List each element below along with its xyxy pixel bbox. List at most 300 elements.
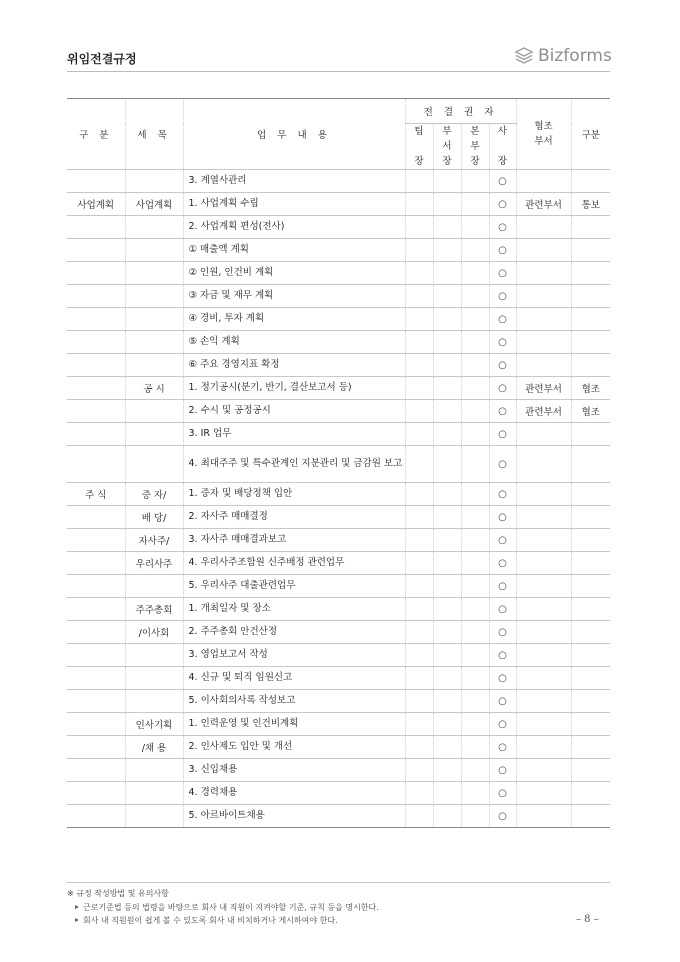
table-row — [67, 216, 610, 239]
cell-semok — [125, 216, 183, 239]
cell-team — [405, 170, 433, 193]
cell-dept — [433, 552, 461, 575]
cell-division — [461, 216, 489, 239]
cell-dept — [433, 598, 461, 621]
cell-semok: 사업계획 — [125, 193, 183, 216]
cell-dept — [433, 446, 461, 483]
document-title: 위임전결규정 — [67, 52, 137, 66]
delegation-table — [67, 98, 610, 828]
cell-ceo: ○ — [489, 262, 516, 285]
cell-dept — [433, 782, 461, 805]
table-row — [67, 483, 610, 506]
cell-team — [405, 216, 433, 239]
header-authority: 전 결 권 자 — [405, 99, 516, 124]
cell-ceo: ○ — [489, 193, 516, 216]
cell-cooperation — [516, 170, 571, 193]
cell-dept — [433, 423, 461, 446]
cell-ceo: ○ — [489, 759, 516, 782]
cell-division — [461, 239, 489, 262]
cell-cooperation — [516, 483, 571, 506]
cell-gubun — [67, 506, 125, 529]
cell-cooperation — [516, 354, 571, 377]
table-row — [67, 736, 610, 759]
cell-gubun2: 협조 — [571, 400, 610, 423]
cell-semok: 자사주/ — [125, 529, 183, 552]
cell-cooperation — [516, 239, 571, 262]
header-ceo: 사 장 — [489, 124, 516, 170]
cell-cooperation: 관련부서 — [516, 193, 571, 216]
note-item: 근로기준법 등의 법령을 바탕으로 회사 내 직원이 지켜야할 기준, 규칙 등을 명시한다. — [67, 902, 610, 913]
cell-team — [405, 377, 433, 400]
cell-gubun2 — [571, 354, 610, 377]
table-row — [67, 285, 610, 308]
cell-content: 4. 최대주주 및 특수관계인 지분관리 및 금감원 보고 — [183, 446, 405, 483]
cell-team — [405, 423, 433, 446]
cell-gubun2 — [571, 690, 610, 713]
table-row — [67, 423, 610, 446]
cell-ceo: ○ — [489, 170, 516, 193]
cell-gubun2 — [571, 308, 610, 331]
cell-ceo: ○ — [489, 690, 516, 713]
cell-content: 1. 증자 및 배당정책 입안 — [183, 483, 405, 506]
cell-ceo: ○ — [489, 377, 516, 400]
cell-gubun2 — [571, 529, 610, 552]
cell-cooperation — [516, 506, 571, 529]
cell-semok — [125, 690, 183, 713]
cell-content: 2. 자사주 매매결정 — [183, 506, 405, 529]
cell-semok — [125, 262, 183, 285]
table-row — [67, 598, 610, 621]
cell-gubun — [67, 423, 125, 446]
cell-gubun — [67, 782, 125, 805]
table-row — [67, 575, 610, 598]
cell-ceo: ○ — [489, 529, 516, 552]
cell-dept — [433, 216, 461, 239]
table-row — [67, 506, 610, 529]
cell-division — [461, 193, 489, 216]
cell-gubun — [67, 400, 125, 423]
cell-gubun2: 통보 — [571, 193, 610, 216]
cell-semok — [125, 759, 183, 782]
cell-ceo: ○ — [489, 483, 516, 506]
cell-division — [461, 262, 489, 285]
cell-cooperation — [516, 759, 571, 782]
bizforms-logo-icon — [514, 46, 534, 66]
cell-gubun2 — [571, 239, 610, 262]
cell-content: ⑥ 주요 경영지표 확정 — [183, 354, 405, 377]
cell-content: 5. 아르바이트채용 — [183, 805, 405, 828]
cell-team — [405, 483, 433, 506]
cell-content: 1. 정기공시(분기, 반기, 결산보고서 등) — [183, 377, 405, 400]
cell-gubun2 — [571, 170, 610, 193]
table-row — [67, 529, 610, 552]
cell-semok — [125, 239, 183, 262]
cell-team — [405, 621, 433, 644]
table-row — [67, 377, 610, 400]
cell-content: ⑤ 손익 계획 — [183, 331, 405, 354]
cell-dept — [433, 239, 461, 262]
cell-ceo: ○ — [489, 644, 516, 667]
cell-team — [405, 644, 433, 667]
cell-cooperation — [516, 782, 571, 805]
table-row — [67, 170, 610, 193]
cell-division — [461, 285, 489, 308]
cell-content: ① 매출액 계획 — [183, 239, 405, 262]
table-row — [67, 193, 610, 216]
header-cooperation: 협조 부서 — [516, 99, 571, 170]
table-row — [67, 354, 610, 377]
cell-semok — [125, 170, 183, 193]
cell-cooperation — [516, 331, 571, 354]
table-row — [67, 621, 610, 644]
cell-dept — [433, 377, 461, 400]
cell-ceo: ○ — [489, 667, 516, 690]
cell-content: 1. 개최일자 및 장소 — [183, 598, 405, 621]
cell-team — [405, 667, 433, 690]
cell-dept — [433, 805, 461, 828]
notes-section — [67, 882, 610, 928]
brand-name: Bizforms — [538, 46, 612, 66]
header-gubun: 구 분 — [67, 99, 125, 170]
cell-cooperation — [516, 690, 571, 713]
cell-gubun — [67, 331, 125, 354]
cell-cooperation — [516, 621, 571, 644]
cell-team — [405, 400, 433, 423]
cell-cooperation — [516, 529, 571, 552]
cell-division — [461, 483, 489, 506]
cell-cooperation: 관련부서 — [516, 400, 571, 423]
cell-team — [405, 446, 433, 483]
page-number: – 8 – — [576, 914, 599, 925]
cell-division — [461, 331, 489, 354]
cell-gubun — [67, 354, 125, 377]
cell-ceo: ○ — [489, 621, 516, 644]
table-row — [67, 713, 610, 736]
cell-ceo: ○ — [489, 331, 516, 354]
table-row — [67, 644, 610, 667]
cell-division — [461, 782, 489, 805]
cell-semok — [125, 782, 183, 805]
header-semok: 세 목 — [125, 99, 183, 170]
cell-cooperation — [516, 713, 571, 736]
cell-semok: 공 시 — [125, 377, 183, 400]
cell-ceo: ○ — [489, 782, 516, 805]
cell-team — [405, 552, 433, 575]
cell-division — [461, 377, 489, 400]
table-row — [67, 262, 610, 285]
cell-cooperation — [516, 308, 571, 331]
cell-team — [405, 575, 433, 598]
cell-content: 3. 자사주 매매결과보고 — [183, 529, 405, 552]
cell-dept — [433, 506, 461, 529]
cell-gubun — [67, 736, 125, 759]
cell-gubun — [67, 446, 125, 483]
cell-semok: /채 용 — [125, 736, 183, 759]
cell-semok — [125, 331, 183, 354]
cell-dept — [433, 400, 461, 423]
cell-gubun2 — [571, 446, 610, 483]
header-content: 업 무 내 용 — [183, 99, 405, 170]
cell-division — [461, 621, 489, 644]
cell-semok: 증 자/ — [125, 483, 183, 506]
table-row — [67, 805, 610, 828]
cell-semok: 주주총회 — [125, 598, 183, 621]
cell-team — [405, 285, 433, 308]
cell-team — [405, 690, 433, 713]
cell-ceo: ○ — [489, 400, 516, 423]
cell-division — [461, 736, 489, 759]
cell-dept — [433, 285, 461, 308]
table-row — [67, 331, 610, 354]
header-team-leader: 팀 장 — [405, 124, 433, 170]
cell-division — [461, 759, 489, 782]
cell-semok — [125, 285, 183, 308]
cell-dept — [433, 690, 461, 713]
cell-division — [461, 598, 489, 621]
table-row — [67, 759, 610, 782]
header-gubun2: 구분 — [571, 99, 610, 170]
cell-division — [461, 400, 489, 423]
cell-cooperation — [516, 285, 571, 308]
cell-semok: 우리사주 — [125, 552, 183, 575]
table-row — [67, 552, 610, 575]
cell-semok — [125, 354, 183, 377]
cell-dept — [433, 193, 461, 216]
cell-content: 1. 사업계획 수립 — [183, 193, 405, 216]
cell-ceo: ○ — [489, 446, 516, 483]
header-division-head: 본 부 장 — [461, 124, 489, 170]
cell-gubun — [67, 621, 125, 644]
cell-dept — [433, 529, 461, 552]
cell-ceo: ○ — [489, 575, 516, 598]
cell-division — [461, 552, 489, 575]
cell-content: 4. 우리사주조합원 신주배정 관련업무 — [183, 552, 405, 575]
cell-cooperation — [516, 262, 571, 285]
cell-gubun2 — [571, 506, 610, 529]
cell-division — [461, 690, 489, 713]
cell-gubun — [67, 690, 125, 713]
cell-division — [461, 308, 489, 331]
table-row — [67, 690, 610, 713]
cell-gubun2 — [571, 667, 610, 690]
cell-gubun2 — [571, 575, 610, 598]
cell-ceo: ○ — [489, 736, 516, 759]
cell-content: 5. 이사회의사록 작성보고 — [183, 690, 405, 713]
notes-title: ※ 규정 작성방법 및 유의사항 — [67, 889, 169, 898]
cell-cooperation — [516, 598, 571, 621]
cell-gubun — [67, 239, 125, 262]
cell-dept — [433, 736, 461, 759]
cell-ceo: ○ — [489, 713, 516, 736]
title-divider — [67, 71, 610, 72]
cell-cooperation — [516, 575, 571, 598]
cell-gubun2 — [571, 713, 610, 736]
cell-team — [405, 262, 433, 285]
header-dept-head: 부 서 장 — [433, 124, 461, 170]
cell-gubun2 — [571, 483, 610, 506]
cell-gubun2 — [571, 262, 610, 285]
cell-gubun2 — [571, 331, 610, 354]
cell-gubun2 — [571, 598, 610, 621]
cell-content: 5. 우리사주 대출관련업무 — [183, 575, 405, 598]
cell-ceo: ○ — [489, 239, 516, 262]
cell-gubun2 — [571, 423, 610, 446]
cell-dept — [433, 262, 461, 285]
cell-content: 3. 영업보고서 작성 — [183, 644, 405, 667]
cell-team — [405, 354, 433, 377]
cell-gubun — [67, 308, 125, 331]
cell-dept — [433, 483, 461, 506]
cell-semok — [125, 644, 183, 667]
cell-dept — [433, 713, 461, 736]
cell-team — [405, 782, 433, 805]
cell-semok: 배 당/ — [125, 506, 183, 529]
cell-dept — [433, 667, 461, 690]
cell-gubun2 — [571, 285, 610, 308]
cell-content: 1. 인력운영 및 인건비계획 — [183, 713, 405, 736]
cell-gubun — [67, 713, 125, 736]
cell-ceo: ○ — [489, 285, 516, 308]
cell-ceo: ○ — [489, 805, 516, 828]
table-row — [67, 239, 610, 262]
cell-team — [405, 713, 433, 736]
table-row — [67, 446, 610, 483]
cell-semok — [125, 308, 183, 331]
cell-cooperation: 관련부서 — [516, 377, 571, 400]
cell-gubun2 — [571, 644, 610, 667]
cell-gubun — [67, 667, 125, 690]
cell-division — [461, 805, 489, 828]
cell-gubun — [67, 598, 125, 621]
cell-content: ② 인원, 인건비 계획 — [183, 262, 405, 285]
cell-gubun2: 협조 — [571, 377, 610, 400]
cell-content: 2. 수시 및 공정공시 — [183, 400, 405, 423]
cell-gubun2 — [571, 759, 610, 782]
cell-content: 2. 인사제도 입안 및 개선 — [183, 736, 405, 759]
cell-division — [461, 170, 489, 193]
cell-dept — [433, 331, 461, 354]
cell-dept — [433, 354, 461, 377]
cell-gubun — [67, 552, 125, 575]
cell-team — [405, 529, 433, 552]
cell-cooperation — [516, 552, 571, 575]
cell-division — [461, 713, 489, 736]
cell-division — [461, 423, 489, 446]
cell-team — [405, 805, 433, 828]
cell-content: 2. 주주총회 안건산정 — [183, 621, 405, 644]
cell-content: 4. 경력채용 — [183, 782, 405, 805]
cell-cooperation — [516, 644, 571, 667]
cell-ceo: ○ — [489, 308, 516, 331]
cell-gubun — [67, 170, 125, 193]
cell-gubun — [67, 377, 125, 400]
cell-dept — [433, 170, 461, 193]
cell-content: 2. 사업계획 편성(전사) — [183, 216, 405, 239]
cell-gubun — [67, 759, 125, 782]
cell-team — [405, 736, 433, 759]
table-row — [67, 782, 610, 805]
cell-semok: 인사기획 — [125, 713, 183, 736]
brand-logo — [514, 45, 612, 67]
cell-division — [461, 446, 489, 483]
cell-team — [405, 759, 433, 782]
cell-cooperation — [516, 667, 571, 690]
cell-gubun2 — [571, 621, 610, 644]
table-row — [67, 400, 610, 423]
cell-cooperation — [516, 736, 571, 759]
cell-dept — [433, 644, 461, 667]
cell-ceo: ○ — [489, 506, 516, 529]
cell-content: 3. 신입채용 — [183, 759, 405, 782]
cell-gubun2 — [571, 216, 610, 239]
cell-dept — [433, 759, 461, 782]
cell-semok — [125, 575, 183, 598]
cell-content: ③ 자금 및 재무 계획 — [183, 285, 405, 308]
cell-division — [461, 529, 489, 552]
cell-team — [405, 193, 433, 216]
table-row — [67, 667, 610, 690]
cell-ceo: ○ — [489, 552, 516, 575]
cell-gubun: 주 식 — [67, 483, 125, 506]
cell-gubun2 — [571, 552, 610, 575]
cell-semok — [125, 667, 183, 690]
cell-ceo: ○ — [489, 423, 516, 446]
cell-semok: /이사회 — [125, 621, 183, 644]
cell-team — [405, 506, 433, 529]
cell-division — [461, 667, 489, 690]
cell-division — [461, 644, 489, 667]
cell-division — [461, 354, 489, 377]
cell-cooperation — [516, 805, 571, 828]
cell-content: 3. 계열사관리 — [183, 170, 405, 193]
cell-cooperation — [516, 216, 571, 239]
cell-team — [405, 331, 433, 354]
cell-dept — [433, 308, 461, 331]
cell-ceo: ○ — [489, 216, 516, 239]
cell-semok — [125, 446, 183, 483]
note-item: 회사 내 직원원이 쉽게 볼 수 있도록 회사 내 비치하거나 게시하여야 한다. — [67, 915, 610, 926]
cell-content: 3. IR 업무 — [183, 423, 405, 446]
cell-dept — [433, 575, 461, 598]
cell-ceo: ○ — [489, 354, 516, 377]
cell-semok — [125, 400, 183, 423]
cell-gubun — [67, 285, 125, 308]
cell-gubun — [67, 216, 125, 239]
cell-team — [405, 598, 433, 621]
cell-team — [405, 308, 433, 331]
cell-dept — [433, 621, 461, 644]
cell-gubun — [67, 529, 125, 552]
cell-cooperation — [516, 423, 571, 446]
cell-gubun — [67, 262, 125, 285]
cell-team — [405, 239, 433, 262]
cell-gubun — [67, 575, 125, 598]
cell-gubun — [67, 644, 125, 667]
cell-semok — [125, 423, 183, 446]
cell-content: ④ 경비, 투자 계획 — [183, 308, 405, 331]
cell-semok — [125, 805, 183, 828]
cell-gubun2 — [571, 782, 610, 805]
cell-cooperation — [516, 446, 571, 483]
cell-gubun2 — [571, 736, 610, 759]
cell-content: 4. 신규 및 퇴직 임원신고 — [183, 667, 405, 690]
cell-division — [461, 575, 489, 598]
cell-division — [461, 506, 489, 529]
cell-gubun — [67, 805, 125, 828]
cell-ceo: ○ — [489, 598, 516, 621]
cell-gubun: 사업계획 — [67, 193, 125, 216]
table-row — [67, 308, 610, 331]
